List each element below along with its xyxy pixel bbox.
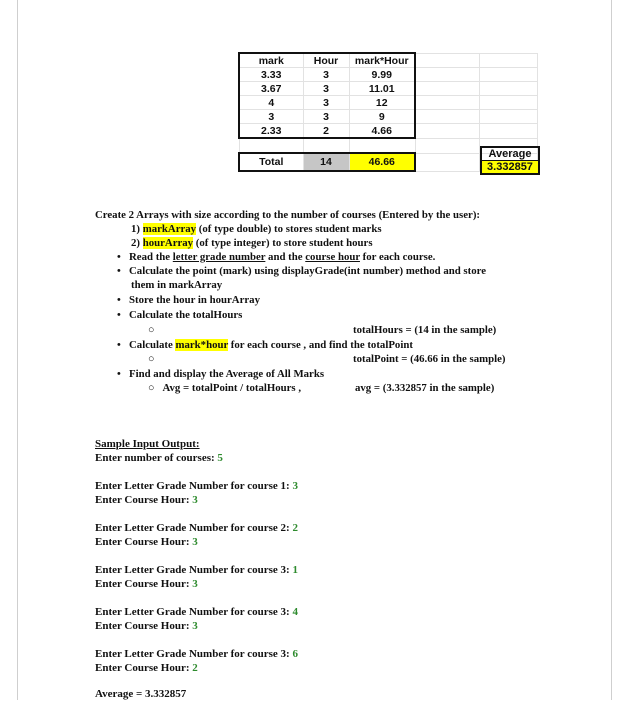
average-value: 3.332857 [482, 160, 538, 173]
table-row [239, 96, 537, 110]
bullet-icon: • [117, 265, 121, 277]
average-box [480, 146, 540, 175]
avg-sample: avg = (3.332857 in the sample) [355, 382, 495, 394]
sample-grade-line: Enter Letter Grade Number for course 2: 2 [95, 522, 298, 534]
cell-product: 9 [349, 110, 415, 124]
cell-hour: 3 [303, 96, 349, 110]
total-hour: 14 [303, 153, 349, 171]
task-line-2: 2) hourArray (of type integer) to store student hours [131, 237, 373, 249]
circle-bullet-icon: ○ [148, 324, 155, 336]
bullet-icon: • [117, 368, 121, 380]
sample-hour-line: Enter Course Hour: 3 [95, 620, 198, 632]
bullet-calc-point-cont: them in markArray [131, 279, 223, 291]
page-left-edge [17, 0, 18, 700]
cell-mark: 3 [239, 110, 303, 124]
total-point: 46.66 [349, 153, 415, 171]
cell-mark: 3.67 [239, 82, 303, 96]
cell-product: 12 [349, 96, 415, 110]
total-hours-sample: totalHours = (14 in the sample) [353, 324, 497, 336]
task-intro: Create 2 Arrays with size according to the number of courses (Entered by the user): [95, 209, 481, 221]
bullet-store-hour: • Store the hour in hourArray [117, 294, 260, 306]
bullet-icon: • [117, 339, 121, 351]
table-row [239, 68, 537, 82]
header-mark: mark [239, 53, 303, 68]
bullet-read-input: • Read the letter grade number and the course hour for each course. [117, 251, 436, 263]
header-mark-hour: mark*Hour [349, 53, 415, 68]
page-right-edge [611, 0, 612, 700]
bullet-icon: • [117, 294, 121, 306]
bullet-average: • Find and display the Average of All Marks [117, 368, 325, 380]
table-row [239, 82, 537, 96]
cell-product: 9.99 [349, 68, 415, 82]
header-hour: Hour [303, 53, 349, 68]
total-label: Total [239, 153, 303, 171]
sample-hour-line: Enter Course Hour: 3 [95, 578, 198, 590]
bullet-icon: • [117, 309, 121, 321]
cell-product: 4.66 [349, 124, 415, 139]
average-label: Average [488, 148, 532, 160]
circle-bullet-icon: ○ [148, 353, 155, 365]
total-point-sample: totalPoint = (46.66 in the sample) [353, 353, 506, 365]
circle-bullet-icon: ○ [148, 382, 155, 394]
bullet-icon: • [117, 251, 121, 263]
sample-hour-line: Enter Course Hour: 2 [95, 662, 198, 674]
sample-grade-line: Enter Letter Grade Number for course 3: 6 [95, 648, 298, 660]
cell-hour: 2 [303, 124, 349, 139]
sample-grade-line: Enter Letter Grade Number for course 1: 3 [95, 480, 298, 492]
sample-count-line: Enter number of courses: 5 [95, 452, 223, 464]
sample-hour-line: Enter Course Hour: 3 [95, 494, 198, 506]
sample-hour-line: Enter Course Hour: 3 [95, 536, 198, 548]
bullet-total-hours: • Calculate the totalHours [117, 309, 243, 321]
sample-title: Sample Input Output: [95, 438, 200, 450]
cell-mark: 2.33 [239, 124, 303, 139]
sample-grade-line: Enter Letter Grade Number for course 3: 4 [95, 606, 298, 618]
task-line-1: 1) markArray (of type double) to stores student marks [131, 223, 382, 235]
sample-grade-line: Enter Letter Grade Number for course 3: 1 [95, 564, 298, 576]
avg-formula: ○ Avg = totalPoint / totalHours , [148, 382, 302, 394]
bullet-mark-hour: • Calculate mark*hour for each course , and find the totalPoint [117, 339, 413, 351]
bullet-calc-point: • Calculate the point (mark) using displayGrade(int number) method and store [117, 265, 487, 277]
table-row [239, 124, 537, 139]
sample-average-line: Average = 3.332857 [95, 688, 187, 700]
cell-product: 11.01 [349, 82, 415, 96]
cell-hour: 3 [303, 110, 349, 124]
cell-hour: 3 [303, 82, 349, 96]
cell-hour: 3 [303, 68, 349, 82]
cell-mark: 4 [239, 96, 303, 110]
table-row [239, 110, 537, 124]
cell-mark: 3.33 [239, 68, 303, 82]
